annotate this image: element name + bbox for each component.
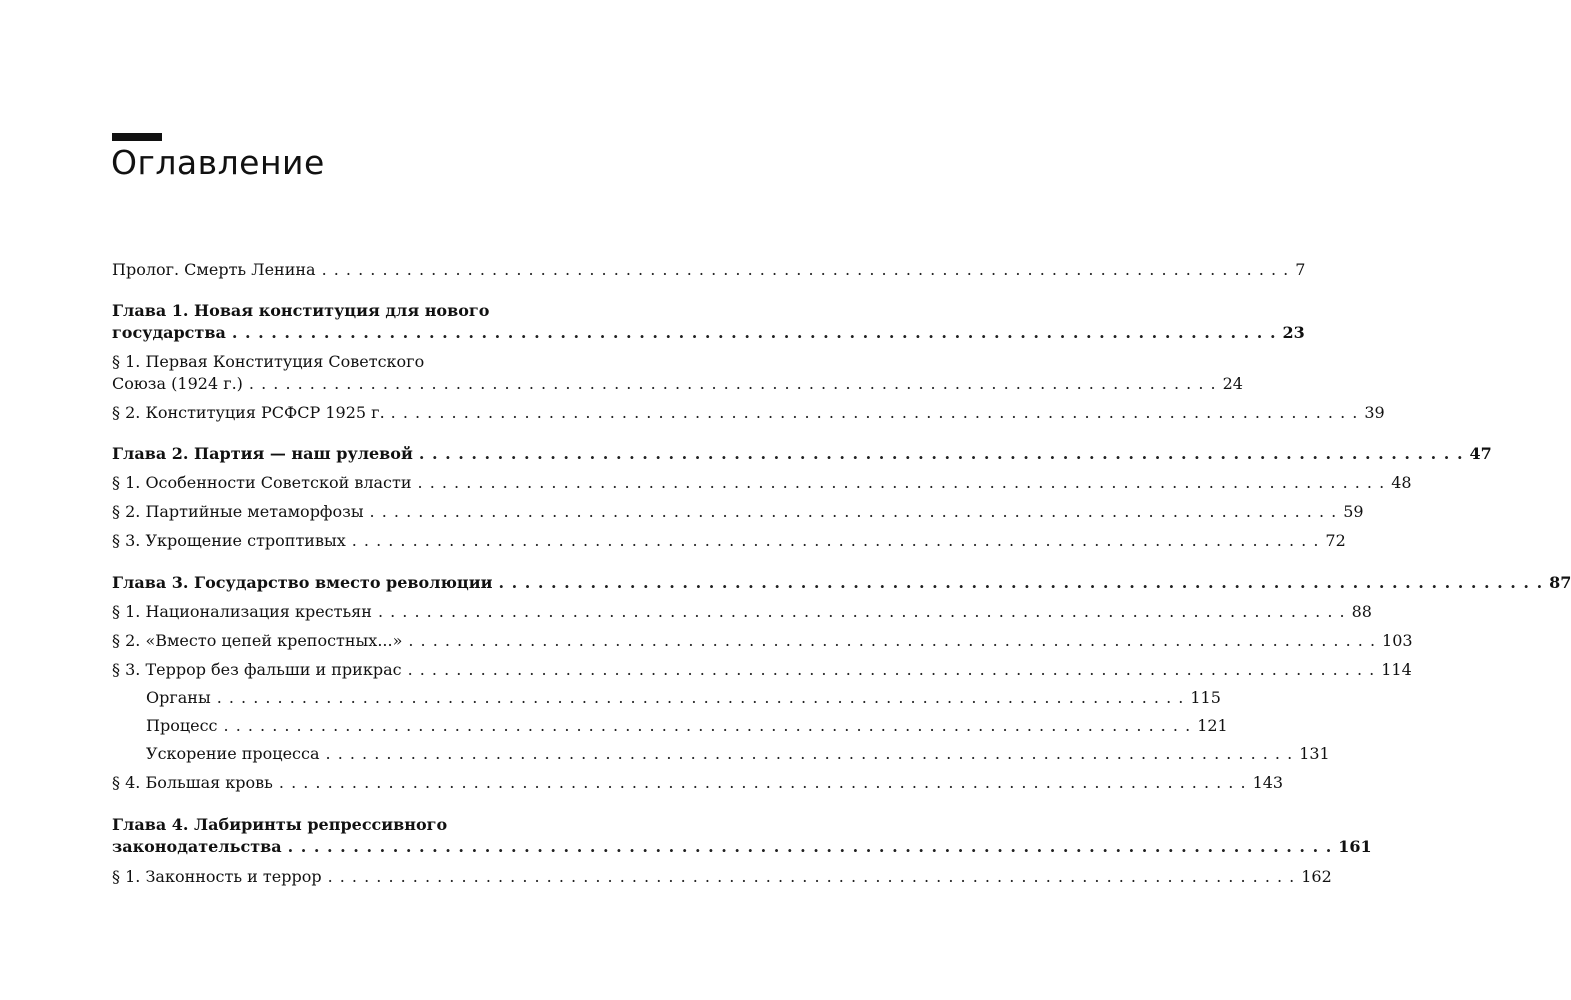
toc-entry-label: Глава 1. Новая конституция для нового <box>112 301 490 320</box>
toc-page-number: 87 <box>1549 573 1571 592</box>
leader-dots: . . . . . . . . . . . . . . . . . . . . . . . . . . . . . . . . . . . . . . . . . . . . . . . . . . . . . . . . . . . . . . . . . . . . . . . . . . . . . . . . <box>408 631 1377 650</box>
leader-dots: . . . . . . . . . . . . . . . . . . . . . . . . . . . . . . . . . . . . . . . . . . . . . . . . . . . . . . . . . . . . . . . . . . . . . . . . . . . . . . . . <box>390 403 1359 422</box>
toc-entry-label: Ускорение процесса <box>146 744 320 763</box>
toc-entry-label-continued: Союза (1924 г.) <box>112 374 243 393</box>
toc-entry-ch1-section-2[interactable] <box>112 402 1385 424</box>
toc-entry-ch2-section-2[interactable] <box>112 501 1364 523</box>
toc-entry-ch2-section-1[interactable] <box>112 472 1412 494</box>
toc-page-number: 103 <box>1382 631 1413 650</box>
leader-dots: . . . . . . . . . . . . . . . . . . . . . . . . . . . . . . . . . . . . . . . . . . . . . . . . . . . . . . . . . . . . . . . . . . . . . . . . . . . . . . . . <box>417 473 1386 492</box>
toc-entry-ch4-section-1[interactable] <box>112 866 1332 888</box>
toc-entry-label: Органы <box>146 688 211 707</box>
toc-entry-label: § 1. Законность и террор <box>112 867 322 886</box>
toc-page-number: 162 <box>1301 867 1332 886</box>
toc-page-number: 48 <box>1391 473 1412 492</box>
toc-entry-chapter-4[interactable] <box>112 814 1372 858</box>
toc-entry-ch3-section-3[interactable] <box>112 659 1412 681</box>
toc-entry-ch3-section-4[interactable] <box>112 772 1284 794</box>
toc-entry-prologue[interactable] <box>112 259 1306 281</box>
leader-dots: . . . . . . . . . . . . . . . . . . . . . . . . . . . . . . . . . . . . . . . . . . . . . . . . . . . . . . . . . . . . . . . . . . . . . . . . . . . . . . . . <box>407 660 1376 679</box>
toc-page-number: 23 <box>1282 323 1305 342</box>
toc-entry-label-continued: законодательства <box>112 837 282 856</box>
toc-entry-ch3-subsection-process[interactable] <box>112 715 1228 737</box>
toc-page-number: 88 <box>1351 602 1372 621</box>
toc-entry-ch3-subsection-organs[interactable] <box>112 687 1221 709</box>
leader-dots: . . . . . . . . . . . . . . . . . . . . . . . . . . . . . . . . . . . . . . . . . . . . . . . . . . . . . . . . . . . . . . . . . . . . . . . . . . . . . . . . <box>231 323 1277 342</box>
toc-page-number: 143 <box>1252 773 1284 792</box>
leader-dots: . . . . . . . . . . . . . . . . . . . . . . . . . . . . . . . . . . . . . . . . . . . . . . . . . . . . . . . . . . . . . . . . . . . . . . . . . . . . . . . . <box>369 502 1338 521</box>
toc-entry-ch3-section-2[interactable] <box>112 630 1413 652</box>
toc-page-number: 7 <box>1295 260 1306 279</box>
toc-page-number: 114 <box>1381 660 1412 679</box>
toc-entry-label: § 2. Партийные метаморфозы <box>112 502 364 521</box>
toc-page-number: 24 <box>1222 374 1243 393</box>
toc-entry-label: § 3. Террор без фальши и прикрас <box>112 660 402 679</box>
toc-entry-label: § 1. Национализация крестьян <box>112 602 372 621</box>
page-title: Оглавление <box>111 143 325 182</box>
toc-page-number: 131 <box>1299 744 1330 763</box>
toc-entry-label: Процесс <box>146 716 218 735</box>
leader-dots: . . . . . . . . . . . . . . . . . . . . . . . . . . . . . . . . . . . . . . . . . . . . . . . . . . . . . . . . . . . . . . . . . . . . . . . . . . . . . . . . <box>248 374 1217 393</box>
toc-entry-chapter-3[interactable] <box>112 572 1571 594</box>
leader-dots: . . . . . . . . . . . . . . . . . . . . . . . . . . . . . . . . . . . . . . . . . . . . . . . . . . . . . . . . . . . . . . . . . . . . . . . . . . . . . . . . <box>223 716 1192 735</box>
toc-entry-label: § 2. Конституция РСФСР 1925 г. <box>112 403 385 422</box>
leader-dots: . . . . . . . . . . . . . . . . . . . . . . . . . . . . . . . . . . . . . . . . . . . . . . . . . . . . . . . . . . . . . . . . . . . . . . . . . . . . . . . . <box>325 744 1294 763</box>
toc-entry-label: Пролог. Смерть Ленина <box>112 260 316 279</box>
toc-page-number: 161 <box>1338 837 1372 856</box>
leader-dots: . . . . . . . . . . . . . . . . . . . . . . . . . . . . . . . . . . . . . . . . . . . . . . . . . . . . . . . . . . . . . . . . . . . . . . . . . . . . . . . . <box>278 773 1247 792</box>
toc-entry-label-continued: государства <box>112 323 226 342</box>
toc-entry-ch1-section-1[interactable] <box>112 351 1243 395</box>
leader-dots: . . . . . . . . . . . . . . . . . . . . . . . . . . . . . . . . . . . . . . . . . . . . . . . . . . . . . . . . . . . . . . . . . . . . . . . . . . . . . . . . <box>321 260 1290 279</box>
toc-entry-label: Глава 3. Государство вместо революции <box>112 573 493 592</box>
leader-dots: . . . . . . . . . . . . . . . . . . . . . . . . . . . . . . . . . . . . . . . . . . . . . . . . . . . . . . . . . . . . . . . . . . . . . . . . . . . . . . . . <box>327 867 1296 886</box>
toc-entry-label: Глава 4. Лабиринты репрессивного <box>112 815 448 834</box>
toc-entry-chapter-2[interactable] <box>112 443 1492 465</box>
toc-entry-ch2-section-3[interactable] <box>112 530 1346 552</box>
leader-dots: . . . . . . . . . . . . . . . . . . . . . . . . . . . . . . . . . . . . . . . . . . . . . . . . . . . . . . . . . . . . . . . . . . . . . . . . . . . . . . . . <box>287 837 1333 856</box>
toc-entry-label: § 1. Особенности Советской власти <box>112 473 412 492</box>
toc-page-number: 121 <box>1197 716 1228 735</box>
toc-page-number: 115 <box>1190 688 1221 707</box>
toc-entry-label: § 2. «Вместо цепей крепостных...» <box>112 631 403 650</box>
toc-entry-label: § 1. Первая Конституция Советского <box>112 352 425 371</box>
toc-entry-ch3-section-1[interactable] <box>112 601 1372 623</box>
table-of-contents <box>112 259 1571 888</box>
leader-dots: . . . . . . . . . . . . . . . . . . . . . . . . . . . . . . . . . . . . . . . . . . . . . . . . . . . . . . . . . . . . . . . . . . . . . . . . . . . . . . . . <box>351 531 1320 550</box>
toc-entry-label: § 4. Большая кровь <box>112 773 273 792</box>
toc-page-number: 59 <box>1343 502 1364 521</box>
toc-entry-label: Глава 2. Партия — наш рулевой <box>112 444 413 463</box>
leader-dots: . . . . . . . . . . . . . . . . . . . . . . . . . . . . . . . . . . . . . . . . . . . . . . . . . . . . . . . . . . . . . . . . . . . . . . . . . . . . . . . . <box>418 444 1464 463</box>
toc-entry-label: § 3. Укрощение строптивых <box>112 531 346 550</box>
toc-page-number: 47 <box>1469 444 1492 463</box>
leader-dots: . . . . . . . . . . . . . . . . . . . . . . . . . . . . . . . . . . . . . . . . . . . . . . . . . . . . . . . . . . . . . . . . . . . . . . . . . . . . . . . . <box>377 602 1346 621</box>
leader-dots: . . . . . . . . . . . . . . . . . . . . . . . . . . . . . . . . . . . . . . . . . . . . . . . . . . . . . . . . . . . . . . . . . . . . . . . . . . . . . . . . <box>216 688 1185 707</box>
toc-entry-chapter-1[interactable] <box>112 300 1305 344</box>
toc-page-number: 39 <box>1364 403 1385 422</box>
toc-page-number: 72 <box>1325 531 1346 550</box>
toc-entry-ch3-subsection-acceleration[interactable] <box>112 743 1330 765</box>
leader-dots: . . . . . . . . . . . . . . . . . . . . . . . . . . . . . . . . . . . . . . . . . . . . . . . . . . . . . . . . . . . . . . . . . . . . . . . . . . . . . . . . <box>498 573 1544 592</box>
